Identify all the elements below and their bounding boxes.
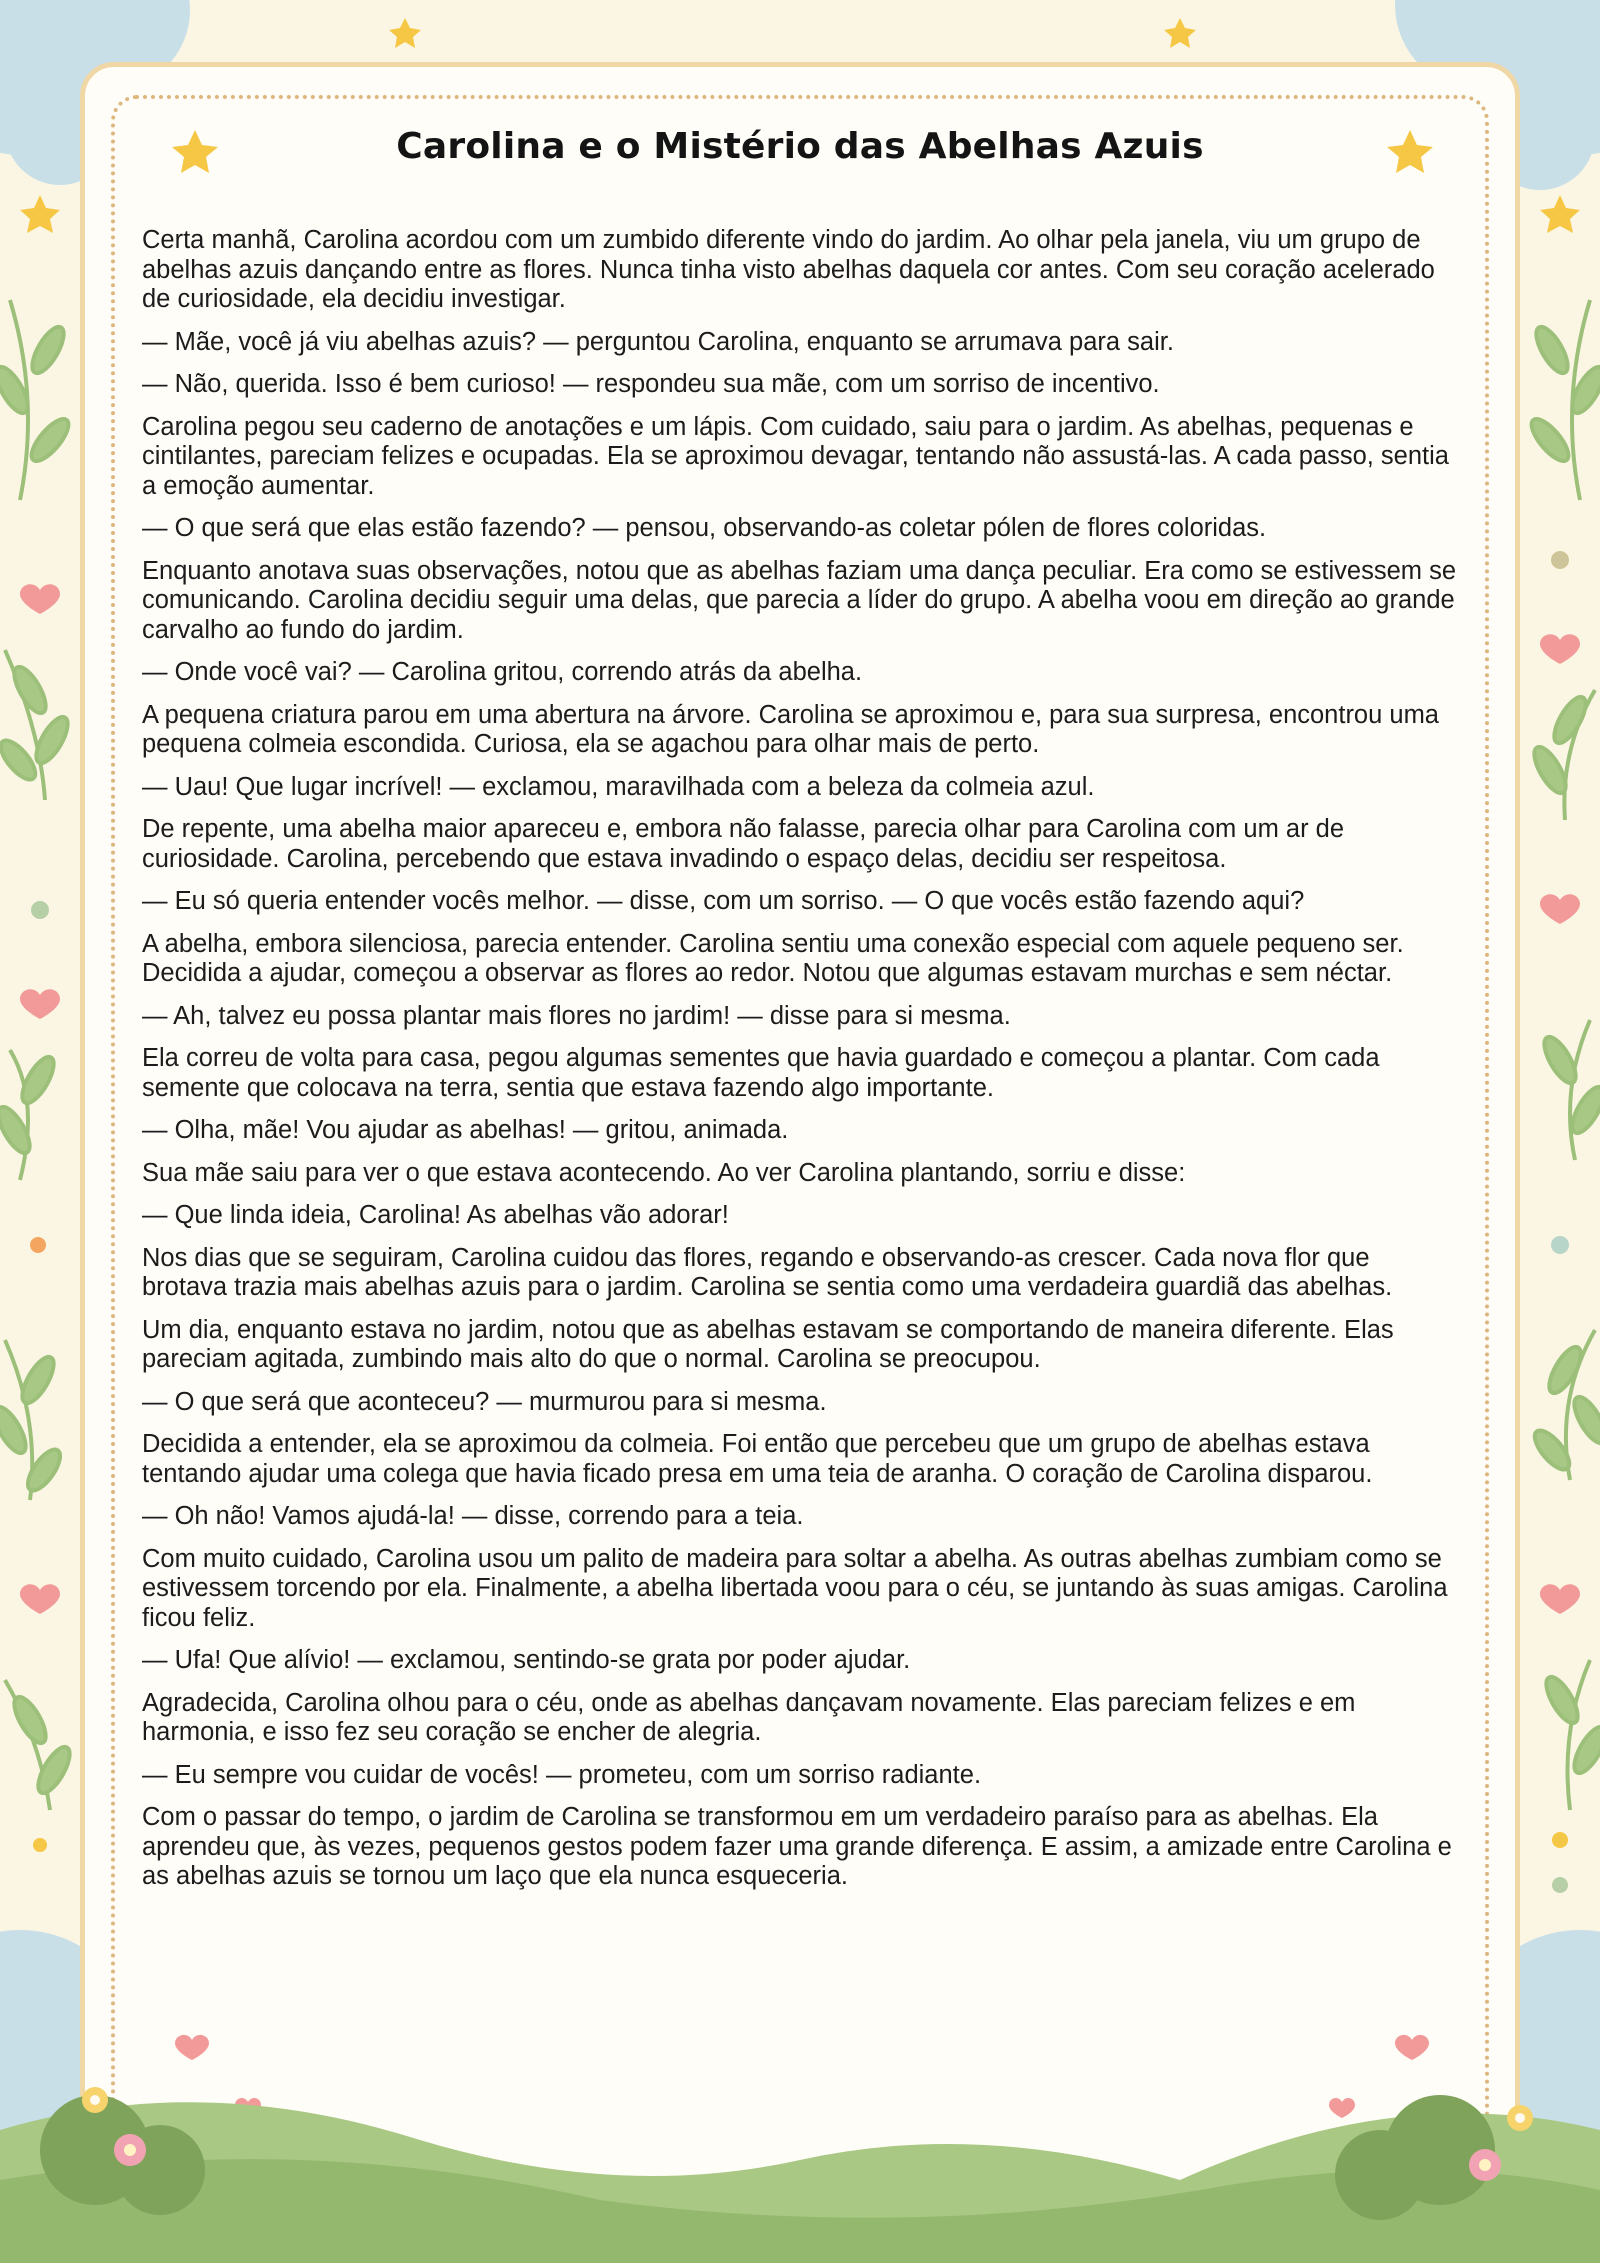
- leaf-branch-icon: [0, 1050, 60, 1180]
- story-paragraph: — Ufa! Que alívio! — exclamou, sentindo-se grata por poder ajudar.: [142, 1646, 911, 1674]
- story-paragraph: — Onde você vai? — Carolina gritou, correndo atrás da abelha.: [142, 658, 863, 686]
- story-paragraph: — Que linda ideia, Carolina! As abelhas vão adorar!: [142, 1201, 729, 1229]
- leaf-branch-icon: [1528, 690, 1595, 820]
- story-paragraph: Carolina pegou seu caderno de anotações e um lápis. Com cuidado, saiu para o jardim. As abelhas, pequenas e cintilantes, pareciam felizes e ocupadas. Ela se aproximou devagar, tentando não assustá-las. A cada passo, sentia a emoção aumentar.: [142, 412, 1449, 500]
- story-paragraph: Nos dias que se seguiram, Carolina cuidou das flores, regando e observando-as crescer. Cada nova flor que brotava trazia mais abelhas azuis para o jardim. Carolina se sentia como uma verdadeira guardiã das abelhas.: [142, 1243, 1393, 1301]
- leaf-branch-icon: [0, 650, 74, 800]
- story-paragraph: Decidida a entender, ela se aproximou da colmeia. Foi então que percebeu que um grupo de abelhas estava tentando ajudar uma colega que havia ficado presa em uma teia de aranha. O coração de Carolina disparou.: [142, 1430, 1373, 1488]
- story-paragraph: — Não, querida. Isso é bem curioso! — respondeu sua mãe, com um sorriso de incentivo.: [142, 370, 1160, 398]
- story-paragraph: Com o passar do tempo, o jardim de Carolina se transformou em um verdadeiro paraíso para as abelhas. Ela aprendeu que, às vezes, pequenos gestos podem fazer uma grande diferença. E assim, a amizade entre Carolina e as abelhas azuis se tornou um laço que ela nunca esqueceria.: [142, 1803, 1452, 1890]
- story-title: Carolina e o Mistério das Abelhas Azuis: [396, 126, 1204, 167]
- leaf-branch-icon: [1529, 1330, 1600, 1480]
- story-body: [142, 226, 1458, 1905]
- story-paragraph: — Ah, talvez eu possa plantar mais flores no jardim! — disse para si mesma.: [142, 1001, 1011, 1030]
- leaf-branch-icon: [1526, 300, 1600, 500]
- story-paragraph: — Oh não! Vamos ajudá-la! — disse, correndo para a teia.: [142, 1502, 804, 1530]
- story-paragraph: Agradecida, Carolina olhou para o céu, onde as abelhas dançavam novamente. Elas pareciam felizes e em harmonia, e isso fez seu coração se encher de alegria.: [142, 1688, 1356, 1746]
- story-paragraph: — Olha, mãe! Vou ajudar as abelhas! — gritou, animada.: [142, 1116, 789, 1144]
- story-paragraph: — Uau! Que lugar incrível! — exclamou, maravilhada com a beleza da colmeia azul.: [142, 772, 1095, 801]
- story-paragraph: — O que será que elas estão fazendo? — pensou, observando-as coletar pólen de flores coloridas.: [142, 514, 1267, 542]
- story-paragraph: — Eu sempre vou cuidar de vocês! — prometeu, com um sorriso radiante.: [142, 1760, 982, 1789]
- story-paragraph: — Eu só queria entender vocês melhor. — disse, com um sorriso. — O que vocês estão fazendo aqui?: [142, 887, 1305, 915]
- story-paragraph: A pequena criatura parou em uma abertura na árvore. Carolina se aproximou e, para sua surpresa, encontrou uma pequena colmeia escondida. Curiosa, ela se agachou para olhar mais de perto.: [142, 700, 1439, 758]
- story-paragraph: Com muito cuidado, Carolina usou um palito de madeira para soltar a abelha. As outras abelhas zumbiam como se estivessem torcendo por ela. Finalmente, a abelha libertada voou para o céu, se juntando às suas amigas. Carolina ficou feliz.: [142, 1544, 1448, 1632]
- story-paragraph: De repente, uma abelha maior apareceu e, embora não falasse, parecia olhar para Carolina com um ar de curiosidade. Carolina, percebendo que estava invadindo o espaço delas, decidiu ser respeitosa.: [142, 815, 1345, 873]
- story-paragraph: A abelha, embora silenciosa, parecia entender. Carolina sentiu uma conexão especial com aquele pequeno ser. Decidida a ajudar, começou a observar as flores ao redor. Notou que algumas estavam murchas e sem néctar.: [142, 929, 1404, 987]
- story-paragraph: Sua mãe saiu para ver o que estava acontecendo. Ao ver Carolina plantando, sorriu e disse:: [142, 1158, 1186, 1187]
- story-paragraph: Enquanto anotava suas observações, notou que as abelhas faziam uma dança peculiar. Era como se estivessem se comunicando. Carolina decidiu seguir uma delas, que parecia a líder do grupo. A abelha voou em direção ao grande carvalho ao fundo do jardim.: [142, 556, 1457, 644]
- story-paragraph: — Mãe, você já viu abelhas azuis? — perguntou Carolina, enquanto se arrumava para sair.: [142, 327, 1174, 356]
- leaf-branch-icon: [5, 1680, 76, 1810]
- leaf-branch-icon: [0, 300, 74, 500]
- story-paragraph: Um dia, enquanto estava no jardim, notou que as abelhas estavam se comportando de maneira diferente. Elas pareciam agitada, zumbindo mais alto do que o normal. Carolina se preocupou.: [142, 1315, 1394, 1373]
- leaf-branch-icon: [0, 1340, 66, 1500]
- leaf-branch-icon: [1540, 1660, 1600, 1810]
- leaf-branch-icon: [1538, 1020, 1600, 1160]
- story-paragraph: Certa manhã, Carolina acordou com um zumbido diferente vindo do jardim. Ao olhar pela janela, viu um grupo de abelhas azuis dançando entre as flores. Nunca tinha visto abelhas daquela cor antes. Com seu coração acelerado de curiosidade, ela decidiu investigar.: [142, 226, 1435, 313]
- story-paragraph: — O que será que aconteceu? — murmurou para si mesma.: [142, 1387, 827, 1416]
- story-paragraph: Ela correu de volta para casa, pegou algumas sementes que havia guardado e começou a plantar. Com cada semente que colocava na terra, sentia que estava fazendo algo importante.: [142, 1044, 1380, 1102]
